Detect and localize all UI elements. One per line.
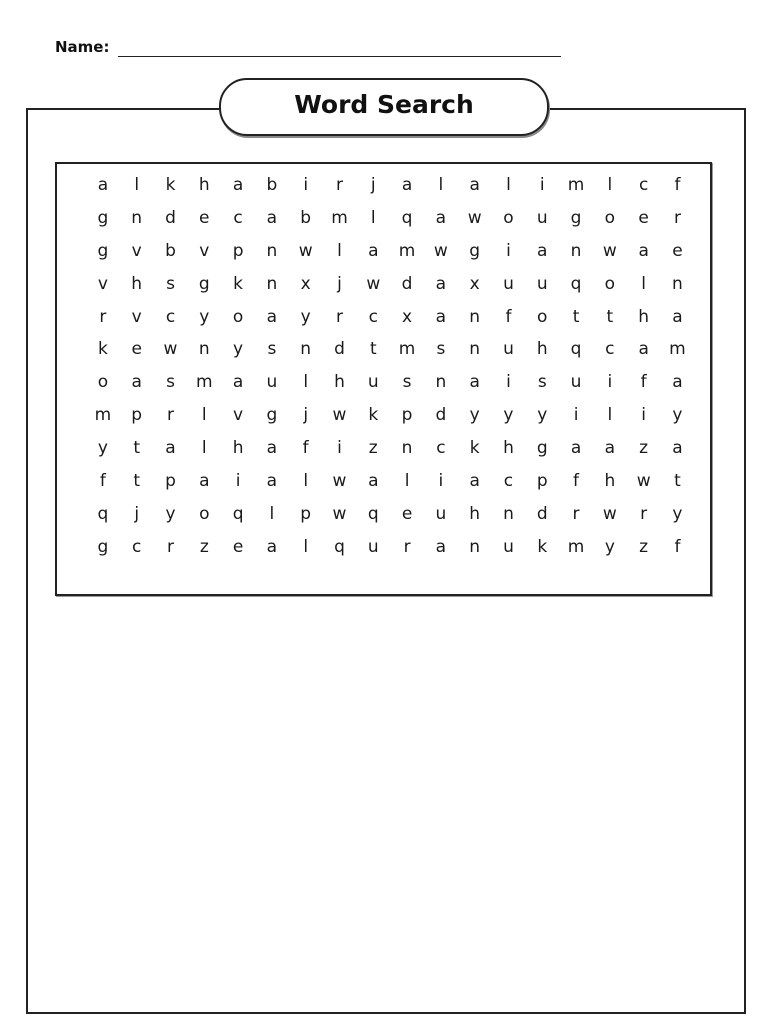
grid-letter[interactable]: u — [536, 273, 548, 294]
grid-letter[interactable]: x — [402, 306, 413, 327]
grid-letter[interactable]: a — [368, 240, 379, 261]
name-input-line[interactable] — [118, 56, 561, 57]
grid-letter[interactable]: a — [199, 471, 210, 492]
grid-letter[interactable]: a — [266, 438, 278, 459]
grid-letter[interactable]: l — [134, 175, 140, 195]
grid-letter[interactable]: i — [337, 438, 342, 459]
grid-letter[interactable]: y — [165, 503, 176, 524]
grid-letter[interactable]: s — [267, 339, 277, 360]
grid-letter[interactable]: n — [570, 240, 582, 261]
grid-letter[interactable]: c — [605, 339, 615, 360]
grid-letter[interactable]: p — [300, 503, 312, 524]
grid-letter[interactable]: a — [435, 536, 447, 557]
grid-letter[interactable]: x — [300, 273, 311, 294]
grid-letter[interactable]: y — [672, 405, 683, 426]
grid-letter[interactable]: l — [438, 175, 444, 195]
grid-letter[interactable]: c — [132, 536, 142, 557]
grid-letter[interactable]: t — [572, 306, 580, 327]
grid-letter[interactable]: j — [134, 503, 140, 524]
grid-letter[interactable]: h — [131, 273, 143, 294]
grid-letter[interactable]: i — [303, 175, 309, 195]
grid-letter[interactable]: v — [131, 240, 142, 261]
grid-letter[interactable]: q — [334, 536, 345, 557]
grid-letter[interactable]: y — [672, 503, 683, 524]
grid-letter[interactable]: v — [97, 273, 108, 294]
grid-letter[interactable]: n — [469, 536, 481, 557]
grid-letter[interactable]: m — [567, 536, 585, 557]
grid-letter[interactable]: f — [674, 536, 681, 557]
grid-letter[interactable]: u — [536, 207, 548, 228]
grid-letter[interactable]: g — [266, 405, 278, 426]
grid-letter[interactable]: n — [300, 339, 312, 360]
grid-letter[interactable]: r — [335, 306, 343, 327]
grid-letter[interactable]: p — [401, 405, 413, 426]
grid-letter[interactable]: s — [436, 339, 446, 360]
grid-letter[interactable]: u — [367, 536, 379, 557]
grid-letter[interactable]: y — [604, 536, 615, 557]
grid-letter[interactable]: n — [469, 306, 481, 327]
grid-letter[interactable]: a — [672, 306, 683, 327]
grid-letter[interactable]: e — [232, 536, 244, 557]
grid-letter[interactable]: c — [233, 207, 243, 228]
grid-letter[interactable]: b — [266, 175, 278, 195]
grid-letter[interactable]: y — [97, 438, 108, 459]
grid-letter[interactable]: l — [404, 471, 410, 492]
grid-letter[interactable]: k — [97, 339, 108, 360]
grid-letter[interactable]: l — [607, 175, 613, 195]
grid-letter[interactable]: t — [133, 438, 141, 459]
grid-letter[interactable]: f — [505, 306, 512, 327]
grid-letter[interactable]: d — [401, 273, 413, 294]
grid-letter[interactable]: e — [401, 503, 413, 524]
grid-letter[interactable]: w — [298, 240, 313, 261]
grid-letter[interactable]: d — [536, 503, 548, 524]
grid-letter[interactable]: l — [370, 207, 376, 228]
grid-letter[interactable]: i — [506, 372, 511, 393]
grid-letter[interactable]: h — [469, 503, 481, 524]
grid-letter[interactable]: l — [201, 405, 207, 426]
grid-letter[interactable]: u — [367, 372, 379, 393]
grid-letter[interactable]: w — [467, 207, 482, 228]
grid-letter[interactable]: z — [368, 438, 378, 459]
grid-letter[interactable]: l — [506, 175, 511, 195]
page-title: Word Search — [294, 90, 474, 119]
grid-letter[interactable]: v — [131, 306, 142, 327]
grid-letter[interactable]: s — [166, 372, 175, 393]
grid-letter[interactable]: a — [266, 207, 278, 228]
grid-letter[interactable]: q — [97, 503, 109, 524]
grid-letter[interactable]: x — [469, 273, 480, 294]
grid-letter[interactable]: t — [674, 471, 681, 492]
grid-letter[interactable]: j — [337, 273, 342, 294]
grid-letter[interactable]: r — [640, 503, 648, 524]
grid-letter[interactable]: n — [198, 339, 210, 360]
grid-letter[interactable]: p — [232, 240, 244, 261]
grid-letter[interactable]: s — [537, 372, 547, 393]
grid-letter[interactable]: h — [232, 438, 244, 459]
grid-letter[interactable]: l — [303, 372, 309, 393]
grid-letter[interactable]: n — [469, 339, 481, 360]
grid-letter[interactable]: w — [332, 405, 347, 426]
grid-letter[interactable]: y — [503, 405, 514, 426]
grid-letter[interactable]: d — [435, 405, 447, 426]
grid-letter[interactable]: i — [506, 240, 511, 261]
grid-letter[interactable]: a — [469, 372, 480, 393]
grid-letter[interactable]: a — [266, 536, 278, 557]
grid-letter[interactable]: m — [398, 339, 416, 360]
grid-letter[interactable]: n — [672, 273, 683, 294]
grid-letter[interactable]: a — [672, 372, 683, 393]
grid-letter[interactable]: e — [638, 207, 649, 228]
grid-letter[interactable]: a — [266, 306, 278, 327]
grid-letter[interactable]: l — [303, 536, 309, 557]
grid-letter[interactable]: l — [641, 273, 647, 294]
grid-letter[interactable]: f — [99, 471, 106, 492]
grid-letter[interactable]: e — [131, 339, 142, 360]
grid-letter[interactable]: y — [199, 306, 210, 327]
grid-letter[interactable]: c — [368, 306, 378, 327]
grid-letter[interactable]: h — [198, 175, 210, 195]
grid-letter[interactable]: m — [669, 339, 686, 360]
grid-letter[interactable]: m — [567, 175, 585, 195]
grid-letter[interactable]: o — [97, 372, 109, 393]
grid-letter[interactable]: u — [266, 372, 278, 393]
grid-letter[interactable]: g — [198, 273, 210, 294]
grid-letter[interactable]: z — [639, 536, 649, 557]
grid-letter[interactable]: t — [606, 306, 614, 327]
grid-letter[interactable]: a — [537, 240, 548, 261]
grid-letter[interactable]: a — [435, 306, 447, 327]
grid-letter[interactable]: c — [503, 471, 514, 492]
grid-letter[interactable]: q — [232, 503, 244, 524]
grid-letter[interactable]: r — [335, 175, 343, 195]
grid-letter[interactable]: z — [199, 536, 209, 557]
grid-letter[interactable]: p — [165, 471, 176, 492]
grid-letter[interactable]: q — [367, 503, 379, 524]
grid-letter[interactable]: j — [303, 405, 309, 426]
grid-letter[interactable]: v — [233, 405, 244, 426]
grid-letter[interactable]: y — [537, 405, 548, 426]
grid-letter[interactable]: m — [331, 207, 348, 228]
grid-letter[interactable]: s — [402, 372, 412, 393]
title-banner — [219, 78, 549, 136]
grid-letter[interactable]: l — [607, 405, 613, 426]
grid-letter[interactable]: m — [398, 240, 416, 261]
grid-letter[interactable]: n — [401, 438, 413, 459]
grid-letter[interactable]: r — [166, 536, 174, 557]
grid-letter[interactable]: b — [300, 207, 312, 228]
grid-letter[interactable]: p — [536, 471, 548, 492]
grid-letter[interactable]: i — [607, 372, 613, 393]
grid-letter[interactable]: h — [334, 372, 345, 393]
grid-letter[interactable]: l — [303, 471, 309, 492]
grid-letter[interactable]: a — [435, 273, 447, 294]
letter-grid — [86, 170, 694, 565]
grid-letter[interactable]: a — [435, 207, 447, 228]
grid-letter[interactable]: f — [302, 438, 309, 459]
grid-letter[interactable]: d — [334, 339, 345, 360]
grid-letter[interactable]: c — [165, 306, 176, 327]
grid-letter[interactable]: a — [469, 175, 480, 195]
grid-letter[interactable]: l — [337, 240, 342, 261]
grid-letter[interactable]: o — [604, 273, 616, 294]
grid-letter[interactable]: g — [536, 438, 548, 459]
grid-letter[interactable]: a — [469, 471, 480, 492]
grid-letter[interactable]: n — [131, 207, 143, 228]
grid-letter[interactable]: g — [97, 536, 109, 557]
grid-letter[interactable]: g — [570, 207, 582, 228]
grid-letter[interactable]: p — [131, 405, 143, 426]
grid-letter[interactable]: u — [503, 536, 514, 557]
grid-letter[interactable]: m — [196, 372, 213, 393]
grid-letter[interactable]: o — [503, 207, 514, 228]
grid-letter[interactable]: c — [638, 175, 649, 195]
grid-letter[interactable]: w — [163, 339, 178, 360]
grid-letter[interactable]: o — [199, 503, 210, 524]
grid-letter[interactable]: f — [674, 175, 681, 195]
grid-letter[interactable]: y — [300, 306, 311, 327]
grid-letter[interactable]: z — [639, 438, 649, 459]
grid-letter[interactable]: h — [604, 471, 616, 492]
grid-letter[interactable]: e — [672, 240, 683, 261]
grid-letter[interactable]: r — [572, 503, 580, 524]
grid-letter[interactable]: g — [97, 240, 109, 261]
grid-letter[interactable]: i — [235, 471, 241, 492]
grid-letter[interactable]: t — [369, 339, 377, 360]
grid-letter[interactable]: a — [570, 438, 582, 459]
grid-letter[interactable]: j — [370, 175, 376, 195]
grid-letter[interactable]: q — [570, 339, 582, 360]
grid-letter[interactable]: v — [199, 240, 210, 261]
grid-letter[interactable]: a — [638, 240, 649, 261]
name-label: Name: — [55, 38, 110, 56]
grid-letter[interactable]: c — [436, 438, 446, 459]
grid-letter[interactable]: w — [433, 240, 448, 261]
grid-letter[interactable]: a — [368, 471, 379, 492]
grid-letter[interactable]: a — [232, 175, 244, 195]
grid-letter[interactable]: g — [97, 207, 109, 228]
grid-letter[interactable]: k — [233, 273, 244, 294]
grid-letter[interactable]: b — [165, 240, 176, 261]
grid-letter[interactable]: h — [638, 306, 650, 327]
grid-letter[interactable]: f — [640, 372, 647, 393]
grid-letter[interactable]: y — [233, 339, 244, 360]
grid-letter[interactable]: k — [165, 175, 176, 195]
grid-letter[interactable]: m — [94, 405, 112, 426]
grid-letter[interactable]: w — [602, 503, 617, 524]
grid-letter[interactable]: o — [604, 207, 616, 228]
grid-letter[interactable]: y — [469, 405, 480, 426]
grid-letter[interactable]: f — [573, 471, 580, 492]
grid-letter[interactable]: a — [165, 438, 176, 459]
grid-letter[interactable]: k — [469, 438, 480, 459]
grid-letter[interactable]: a — [232, 372, 244, 393]
grid-letter[interactable]: u — [503, 273, 514, 294]
grid-letter[interactable]: t — [133, 471, 141, 492]
grid-letter[interactable]: q — [401, 207, 413, 228]
grid-letter[interactable]: i — [573, 405, 579, 426]
grid-letter[interactable]: n — [266, 273, 278, 294]
grid-letter[interactable]: d — [165, 207, 176, 228]
grid-letter[interactable]: h — [536, 339, 548, 360]
grid-letter[interactable]: a — [604, 438, 616, 459]
grid-letter[interactable]: n — [266, 240, 278, 261]
grid-letter[interactable]: o — [537, 306, 548, 327]
grid-letter[interactable]: h — [503, 438, 514, 459]
grid-letter[interactable]: e — [199, 207, 210, 228]
grid-letter[interactable]: i — [438, 471, 444, 492]
grid-letter[interactable]: w — [602, 240, 617, 261]
grid-letter[interactable]: k — [537, 536, 548, 557]
grid-letter[interactable]: w — [366, 273, 381, 294]
grid-letter[interactable]: a — [131, 372, 142, 393]
grid-letter[interactable]: a — [401, 175, 413, 195]
grid-letter[interactable]: i — [641, 405, 647, 426]
grid-letter[interactable]: k — [368, 405, 379, 426]
grid-letter[interactable]: i — [539, 175, 545, 195]
grid-letter[interactable]: u — [570, 372, 582, 393]
grid-letter[interactable]: n — [503, 503, 514, 524]
grid-letter[interactable]: a — [672, 438, 683, 459]
grid-letter[interactable]: g — [469, 240, 481, 261]
grid-letter[interactable]: w — [636, 471, 651, 492]
grid-letter[interactable]: u — [435, 503, 447, 524]
grid-letter[interactable]: r — [403, 536, 411, 557]
grid-letter[interactable]: w — [332, 471, 347, 492]
grid-letter[interactable]: n — [435, 372, 447, 393]
grid-letter[interactable]: a — [97, 175, 109, 195]
grid-letter[interactable]: r — [166, 405, 174, 426]
grid-letter[interactable]: u — [503, 339, 514, 360]
grid-letter[interactable]: a — [266, 471, 278, 492]
grid-letter[interactable]: s — [166, 273, 175, 294]
grid-letter[interactable]: q — [570, 273, 582, 294]
grid-letter[interactable]: l — [201, 438, 207, 459]
grid-letter[interactable]: o — [232, 306, 244, 327]
grid-letter[interactable]: w — [332, 503, 347, 524]
grid-letter[interactable]: r — [673, 207, 681, 228]
grid-letter[interactable]: a — [638, 339, 649, 360]
grid-letter[interactable]: l — [269, 503, 275, 524]
grid-letter[interactable]: r — [99, 306, 107, 327]
